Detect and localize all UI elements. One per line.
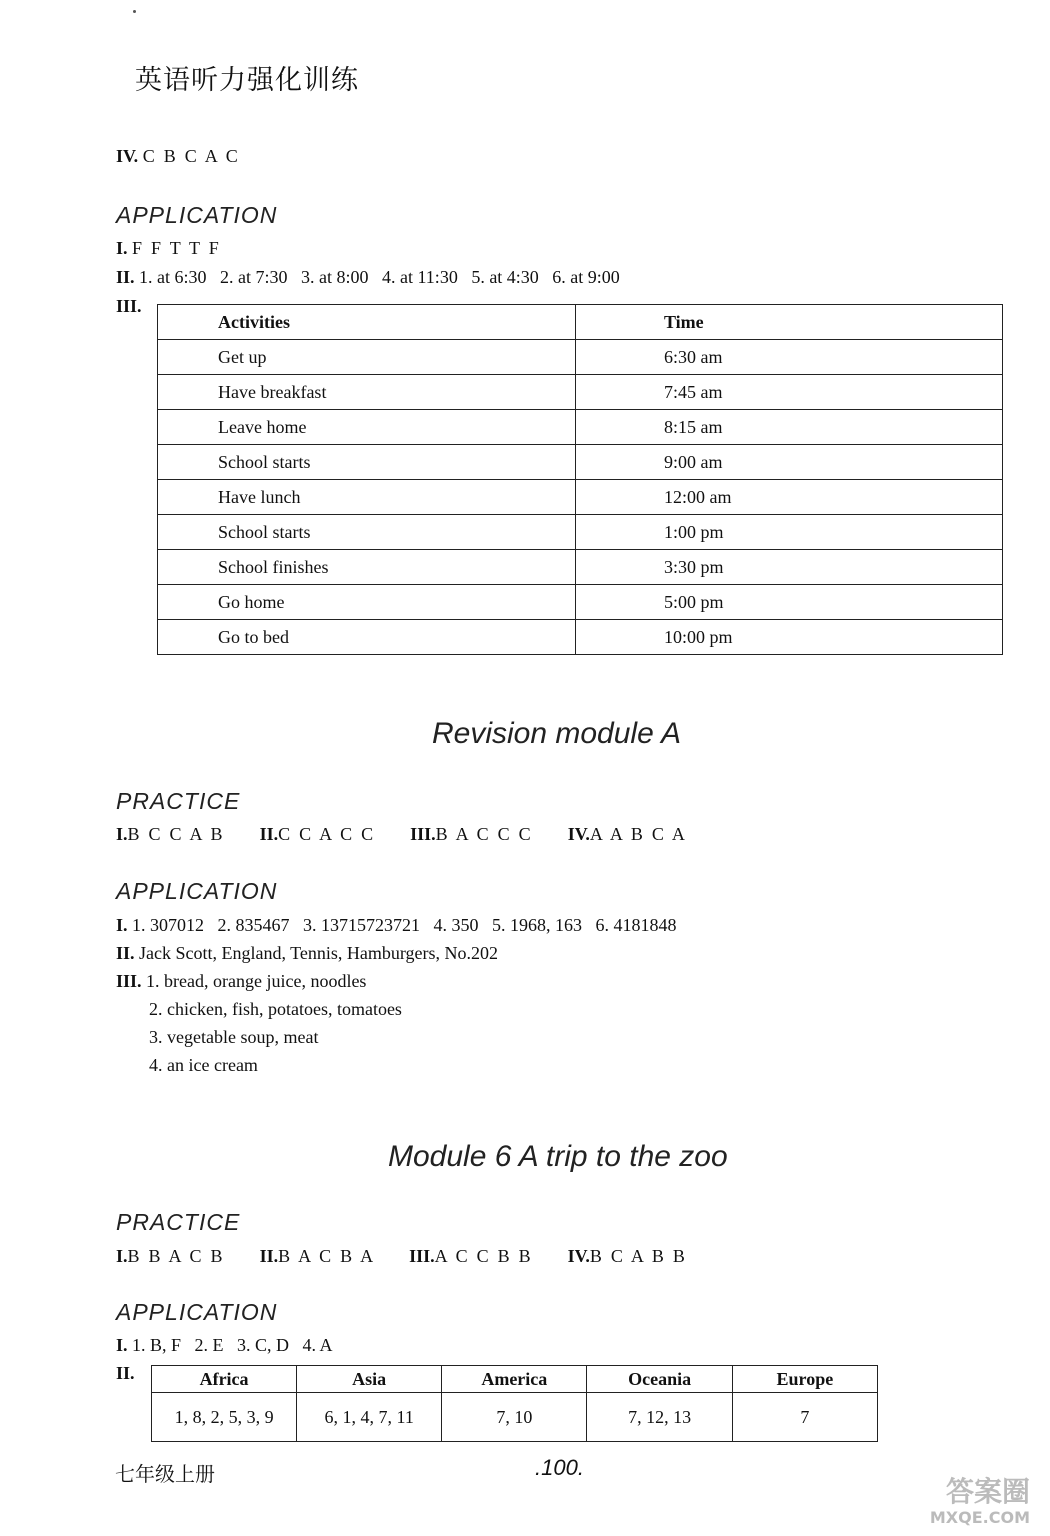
module6-practice-heading: PRACTICE — [116, 1209, 241, 1235]
continent-value-america: 7, 10 — [442, 1393, 587, 1442]
continent-header-africa: Africa — [152, 1366, 297, 1393]
decorative-dot — [133, 10, 136, 13]
schedule-header-row — [158, 305, 1003, 340]
rev-app-i-label: I. — [116, 915, 128, 935]
continent-value-europe: 7 — [732, 1393, 877, 1442]
m6-practice-iii-label: III. — [409, 1246, 435, 1266]
time-cell: 12:00 am — [576, 480, 1003, 515]
table-row — [158, 480, 1003, 515]
rev-practice-ii-answers: C C A C C — [278, 824, 374, 844]
time-cell: 1:00 pm — [576, 515, 1003, 550]
table-row — [158, 550, 1003, 585]
m6-practice-i-answers: B B A C B — [127, 1246, 223, 1266]
iv-answers: C B C A C — [142, 146, 238, 166]
m6-app-i-text: 1. B, F 2. E 3. C, D 4. A — [132, 1335, 333, 1355]
rev-app-i-text: 1. 307012 2. 835467 3. 13715723721 4. 350 5. 1968, 163 6. 4181848 — [132, 915, 677, 935]
continent-value-asia: 6, 1, 4, 7, 11 — [297, 1393, 442, 1442]
continent-header-oceania: Oceania — [587, 1366, 732, 1393]
table-row — [158, 410, 1003, 445]
continent-header-row — [152, 1366, 878, 1393]
m6-practice-ii-answers: B A C B A — [278, 1246, 373, 1266]
iv-answer-row — [116, 146, 238, 167]
rev-app-iii-line-1: 1. bread, orange juice, noodles — [146, 971, 367, 991]
watermark-main: 答案圈 — [945, 1475, 1030, 1508]
rev-practice-i-answers: B C C A B — [127, 824, 223, 844]
activity-cell: School finishes — [158, 550, 576, 585]
table-row — [158, 375, 1003, 410]
continent-table — [151, 1365, 878, 1442]
header-title: 英语听力强化训练 — [135, 65, 359, 96]
m6-practice-iv-label: IV. — [567, 1246, 590, 1266]
footer-grade: 七年级上册 — [115, 1462, 215, 1486]
module6-practice-row — [116, 1246, 685, 1267]
rev-practice-iv-answers: A A B C A — [589, 824, 685, 844]
continent-header-asia: Asia — [297, 1366, 442, 1393]
table-row — [158, 445, 1003, 480]
table-row — [158, 340, 1003, 375]
app1-iii-label: III. — [116, 296, 142, 316]
revision-app-ii-row — [116, 943, 498, 964]
app1-ii-row — [116, 267, 620, 288]
m6-app-i-label: I. — [116, 1335, 128, 1355]
time-cell: 3:30 pm — [576, 550, 1003, 585]
app1-i-row — [116, 238, 219, 259]
continent-value-oceania: 7, 12, 13 — [587, 1393, 732, 1442]
rev-app-iii-line-2: 2. chicken, fish, potatoes, tomatoes — [149, 999, 402, 1019]
revision-practice-row — [116, 824, 685, 845]
iv-label: IV. — [116, 146, 139, 166]
rev-practice-iii-label: III. — [410, 824, 436, 844]
revision-app-i-row — [116, 915, 677, 936]
activity-cell: Leave home — [158, 410, 576, 445]
schedule-header-time: Time — [576, 305, 1003, 340]
rev-practice-iv-label: IV. — [567, 824, 590, 844]
application-heading-1: APPLICATION — [116, 202, 278, 228]
time-cell: 10:00 pm — [576, 620, 1003, 655]
activity-cell: Have breakfast — [158, 375, 576, 410]
watermark-sub: MXQE.COM — [929, 1508, 1030, 1527]
m6-practice-ii-label: II. — [259, 1246, 279, 1266]
revision-application-heading: APPLICATION — [116, 878, 278, 904]
activity-cell: Get up — [158, 340, 576, 375]
m6-practice-iv-answers: B C A B B — [589, 1246, 685, 1266]
app1-i-label: I. — [116, 238, 128, 258]
rev-app-ii-label: II. — [116, 943, 135, 963]
revision-module-title: Revision module A — [432, 717, 682, 750]
time-cell: 9:00 am — [576, 445, 1003, 480]
m6-practice-i-label: I. — [116, 1246, 128, 1266]
app1-ii-label: II. — [116, 267, 135, 287]
time-cell: 6:30 am — [576, 340, 1003, 375]
revision-practice-heading: PRACTICE — [116, 788, 241, 814]
m6-practice-iii-answers: A C C B B — [434, 1246, 531, 1266]
rev-app-iii-line-4: 4. an ice cream — [149, 1055, 258, 1075]
app1-i-answers: F F T T F — [132, 238, 219, 258]
continent-header-america: America — [442, 1366, 587, 1393]
continent-header-europe: Europe — [732, 1366, 877, 1393]
page-number: .100. — [535, 1455, 584, 1480]
rev-app-ii-text: Jack Scott, England, Tennis, Hamburgers, No.202 — [139, 943, 499, 963]
activity-cell: School starts — [158, 445, 576, 480]
module6-application-heading: APPLICATION — [116, 1299, 278, 1325]
app1-ii-answers: 1. at 6:30 2. at 7:30 3. at 8:00 4. at 11:30 5. at 4:30 6. at 9:00 — [139, 267, 620, 287]
rev-practice-ii-label: II. — [259, 824, 279, 844]
time-cell: 8:15 am — [576, 410, 1003, 445]
activity-cell: School starts — [158, 515, 576, 550]
module6-app-i-row — [116, 1335, 333, 1356]
rev-practice-iii-answers: B A C C C — [435, 824, 531, 844]
rev-app-iii-label: III. — [116, 971, 142, 991]
continent-value-africa: 1, 8, 2, 5, 3, 9 — [152, 1393, 297, 1442]
activity-cell: Go home — [158, 585, 576, 620]
schedule-header-activities: Activities — [158, 305, 576, 340]
schedule-table — [157, 304, 1003, 655]
rev-app-iii-line-3: 3. vegetable soup, meat — [149, 1027, 319, 1047]
time-cell: 5:00 pm — [576, 585, 1003, 620]
module6-title: Module 6 A trip to the zoo — [388, 1140, 728, 1173]
activity-cell: Have lunch — [158, 480, 576, 515]
table-row — [158, 620, 1003, 655]
activity-cell: Go to bed — [158, 620, 576, 655]
revision-app-iii-row — [116, 971, 366, 992]
table-row — [158, 515, 1003, 550]
table-row — [158, 585, 1003, 620]
time-cell: 7:45 am — [576, 375, 1003, 410]
continent-values-row — [152, 1393, 878, 1442]
m6-app-ii-label: II. — [116, 1363, 135, 1383]
rev-practice-i-label: I. — [116, 824, 128, 844]
